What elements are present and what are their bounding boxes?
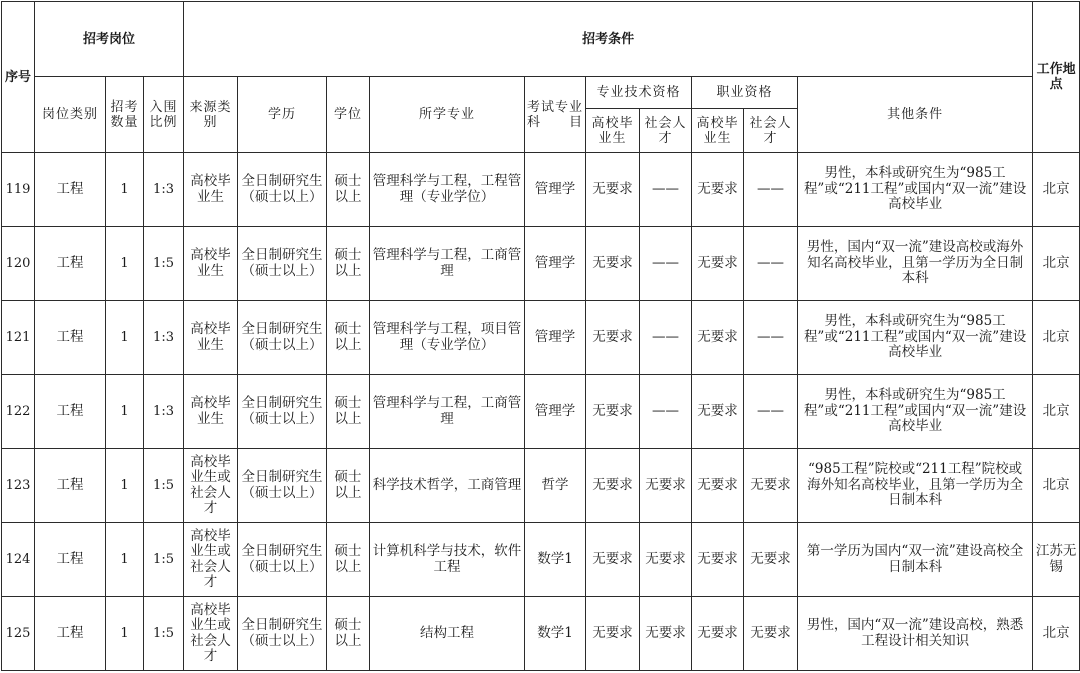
row-prof-grad: 无要求 — [586, 597, 640, 671]
row-other: 男性，本科或研究生为“985工程”或“211工程”或国内“双一流”建设高校毕业 — [798, 301, 1033, 375]
row-prof-social: —— — [640, 375, 692, 449]
table-row — [2, 449, 1080, 523]
recruitment-table — [1, 1, 1080, 671]
header-job-qual: 职业资格 — [692, 77, 798, 109]
row-exam: 管理学 — [525, 153, 586, 227]
row-other: 男性，国内“双一流”建设高校或海外知名高校毕业，且第一学历为全日制本科 — [798, 227, 1033, 301]
table-row — [2, 375, 1080, 449]
row-quota: 1 — [106, 227, 144, 301]
row-ratio: 1:5 — [144, 597, 184, 671]
row-job-grad: 无要求 — [692, 449, 744, 523]
row-seq: 123 — [2, 449, 35, 523]
row-exam: 数学1 — [525, 523, 586, 597]
row-prof-social: 无要求 — [640, 449, 692, 523]
row-job-social: —— — [744, 153, 798, 227]
row-quota: 1 — [106, 153, 144, 227]
table-row — [2, 301, 1080, 375]
row-major: 管理科学与工程，工商管理 — [370, 227, 525, 301]
row-education: 全日制研究生（硕士以上） — [238, 227, 327, 301]
row-education: 全日制研究生（硕士以上） — [238, 301, 327, 375]
row-seq: 121 — [2, 301, 35, 375]
row-education: 全日制研究生（硕士以上） — [238, 375, 327, 449]
row-job-social: 无要求 — [744, 449, 798, 523]
row-category: 工程 — [35, 375, 106, 449]
row-exam: 管理学 — [525, 375, 586, 449]
row-prof-social: —— — [640, 153, 692, 227]
row-source: 高校毕业生 — [184, 227, 238, 301]
row-degree: 硕士以上 — [327, 375, 370, 449]
row-location: 北京 — [1033, 597, 1080, 671]
header-other: 其他条件 — [798, 77, 1033, 153]
row-ratio: 1:3 — [144, 301, 184, 375]
row-major: 管理科学与工程，工程管理（专业学位） — [370, 153, 525, 227]
row-education: 全日制研究生（硕士以上） — [238, 523, 327, 597]
row-category: 工程 — [35, 301, 106, 375]
row-prof-social: —— — [640, 227, 692, 301]
row-seq: 120 — [2, 227, 35, 301]
row-location: 北京 — [1033, 449, 1080, 523]
row-job-grad: 无要求 — [692, 301, 744, 375]
header-source: 来源类别 — [184, 77, 238, 153]
row-location: 北京 — [1033, 301, 1080, 375]
row-quota: 1 — [106, 301, 144, 375]
row-ratio: 1:3 — [144, 153, 184, 227]
row-job-social: 无要求 — [744, 523, 798, 597]
header-conditions-group: 招考条件 — [184, 2, 1033, 77]
row-seq: 119 — [2, 153, 35, 227]
header-job-grad: 高校毕业生 — [692, 109, 744, 153]
row-exam: 哲学 — [525, 449, 586, 523]
row-seq: 122 — [2, 375, 35, 449]
header-location: 工作地点 — [1033, 2, 1080, 153]
table-row — [2, 523, 1080, 597]
row-source: 高校毕业生或社会人才 — [184, 523, 238, 597]
row-exam: 管理学 — [525, 227, 586, 301]
row-ratio: 1:5 — [144, 523, 184, 597]
header-job-social: 社会人才 — [744, 109, 798, 153]
header-seq: 序号 — [2, 2, 35, 153]
header-category: 岗位类别 — [35, 77, 106, 153]
row-prof-grad: 无要求 — [586, 375, 640, 449]
row-exam: 数学1 — [525, 597, 586, 671]
header-ratio: 入围比例 — [144, 77, 184, 153]
row-other: 男性，国内“双一流”建设高校，熟悉工程设计相关知识 — [798, 597, 1033, 671]
row-source: 高校毕业生或社会人才 — [184, 449, 238, 523]
row-education: 全日制研究生（硕士以上） — [238, 597, 327, 671]
row-prof-grad: 无要求 — [586, 301, 640, 375]
row-major: 管理科学与工程，项目管理（专业学位） — [370, 301, 525, 375]
row-category: 工程 — [35, 227, 106, 301]
header-exam-subject: 考试专业科 目 — [525, 77, 586, 153]
row-degree: 硕士以上 — [327, 449, 370, 523]
row-degree: 硕士以上 — [327, 597, 370, 671]
row-job-social: —— — [744, 227, 798, 301]
row-quota: 1 — [106, 449, 144, 523]
row-prof-grad: 无要求 — [586, 227, 640, 301]
row-degree: 硕士以上 — [327, 301, 370, 375]
row-education: 全日制研究生（硕士以上） — [238, 449, 327, 523]
row-location: 北京 — [1033, 375, 1080, 449]
header-degree: 学位 — [327, 77, 370, 153]
row-job-social: 无要求 — [744, 597, 798, 671]
row-prof-grad: 无要求 — [586, 153, 640, 227]
row-seq: 124 — [2, 523, 35, 597]
table-row — [2, 153, 1080, 227]
row-quota: 1 — [106, 597, 144, 671]
row-job-grad: 无要求 — [692, 153, 744, 227]
row-prof-grad: 无要求 — [586, 449, 640, 523]
row-major: 计算机科学与技术，软件工程 — [370, 523, 525, 597]
header-position-group: 招考岗位 — [35, 2, 184, 77]
row-job-grad: 无要求 — [692, 597, 744, 671]
row-source: 高校毕业生或社会人才 — [184, 597, 238, 671]
row-job-grad: 无要求 — [692, 523, 744, 597]
row-job-social: —— — [744, 375, 798, 449]
row-quota: 1 — [106, 375, 144, 449]
header-education: 学历 — [238, 77, 327, 153]
header-prof-grad: 高校毕业生 — [586, 109, 640, 153]
row-category: 工程 — [35, 153, 106, 227]
row-education: 全日制研究生（硕士以上） — [238, 153, 327, 227]
row-quota: 1 — [106, 523, 144, 597]
row-prof-social: 无要求 — [640, 523, 692, 597]
row-category: 工程 — [35, 597, 106, 671]
row-location: 江苏无锡 — [1033, 523, 1080, 597]
row-prof-social: —— — [640, 301, 692, 375]
row-category: 工程 — [35, 523, 106, 597]
table-row — [2, 597, 1080, 671]
row-job-social: —— — [744, 301, 798, 375]
row-ratio: 1:5 — [144, 227, 184, 301]
row-exam: 管理学 — [525, 301, 586, 375]
row-degree: 硕士以上 — [327, 227, 370, 301]
row-major: 管理科学与工程，工商管理 — [370, 375, 525, 449]
row-degree: 硕士以上 — [327, 153, 370, 227]
row-category: 工程 — [35, 449, 106, 523]
row-other: 第一学历为国内“双一流”建设高校全日制本科 — [798, 523, 1033, 597]
table-row — [2, 227, 1080, 301]
row-job-grad: 无要求 — [692, 375, 744, 449]
header-quota: 招考数量 — [106, 77, 144, 153]
row-job-grad: 无要求 — [692, 227, 744, 301]
row-major: 科学技术哲学，工商管理 — [370, 449, 525, 523]
row-source: 高校毕业生 — [184, 375, 238, 449]
row-seq: 125 — [2, 597, 35, 671]
row-other: 男性，本科或研究生为“985工程”或“211工程”或国内“双一流”建设高校毕业 — [798, 375, 1033, 449]
row-other: 男性，本科或研究生为“985工程”或“211工程”或国内“双一流”建设高校毕业 — [798, 153, 1033, 227]
row-ratio: 1:3 — [144, 375, 184, 449]
row-ratio: 1:5 — [144, 449, 184, 523]
header-major: 所学专业 — [370, 77, 525, 153]
row-other: “985工程”院校或“211工程”院校或海外知名高校毕业，且第一学历为全日制本科 — [798, 449, 1033, 523]
row-degree: 硕士以上 — [327, 523, 370, 597]
row-source: 高校毕业生 — [184, 153, 238, 227]
row-location: 北京 — [1033, 153, 1080, 227]
header-prof-social: 社会人才 — [640, 109, 692, 153]
row-location: 北京 — [1033, 227, 1080, 301]
row-prof-grad: 无要求 — [586, 523, 640, 597]
row-prof-social: 无要求 — [640, 597, 692, 671]
row-major: 结构工程 — [370, 597, 525, 671]
header-prof-qual: 专业技术资格 — [586, 77, 692, 109]
row-source: 高校毕业生 — [184, 301, 238, 375]
